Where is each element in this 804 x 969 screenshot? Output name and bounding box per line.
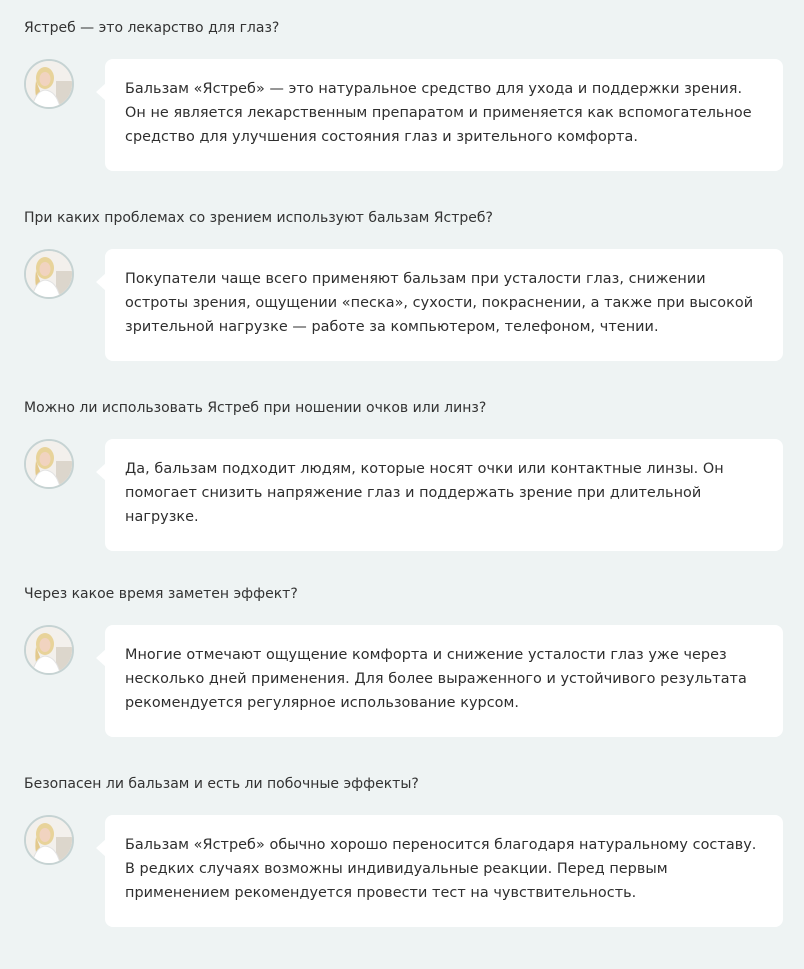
consultant-avatar-icon — [26, 627, 72, 673]
faq-answer: Покупатели чаще всего применяют бальзам при усталости глаз, снижении остроты зрения, ощущении «песка», сухости, покраснении, а также при высокой зрительной нагрузке — работе за компьютером, телефоном, чтении. — [125, 271, 754, 335]
answer-bubble — [105, 249, 783, 361]
avatar — [24, 439, 74, 489]
avatar — [24, 625, 74, 675]
faq-question: Безопасен ли бальзам и есть ли побочные эффекты? — [24, 776, 419, 792]
consultant-avatar-icon — [26, 441, 72, 487]
consultant-avatar-icon — [26, 251, 72, 297]
faq-question: При каких проблемах со зрением используют бальзам Ястреб? — [24, 210, 493, 226]
consultant-avatar-icon — [26, 817, 72, 863]
faq-question: Через какое время заметен эффект? — [24, 586, 298, 602]
avatar — [24, 815, 74, 865]
answer-bubble — [105, 59, 783, 171]
answer-bubble — [105, 625, 783, 737]
avatar — [24, 59, 74, 109]
faq-question: Можно ли использовать Ястреб при ношении очков или линз? — [24, 400, 487, 416]
faq-answer: Да, бальзам подходит людям, которые носят очки или контактные линзы. Он помогает снизить напряжение глаз и поддержать зрение при длительной нагрузке. — [125, 461, 724, 525]
faq-answer: Бальзам «Ястреб» обычно хорошо переносится благодаря натуральному составу. В редких случаях возможны индивидуальные реакции. Перед первым применением рекомендуется провести тест на чувствительность. — [125, 837, 757, 901]
answer-bubble — [105, 439, 783, 551]
answer-bubble — [105, 815, 783, 927]
consultant-avatar-icon — [26, 61, 72, 107]
faq-answer: Многие отмечают ощущение комфорта и снижение усталости глаз уже через несколько дней применения. Для более выраженного и устойчивого результата рекомендуется регулярное использование курсом. — [125, 647, 747, 711]
faq-answer: Бальзам «Ястреб» — это натуральное средство для ухода и поддержки зрения. Он не является лекарственным препаратом и применяется как вспомогательное средство для улучшения состояния глаз и зрительного комфорта. — [125, 81, 752, 145]
faq-question: Ястреб — это лекарство для глаз? — [24, 20, 280, 36]
avatar — [24, 249, 74, 299]
